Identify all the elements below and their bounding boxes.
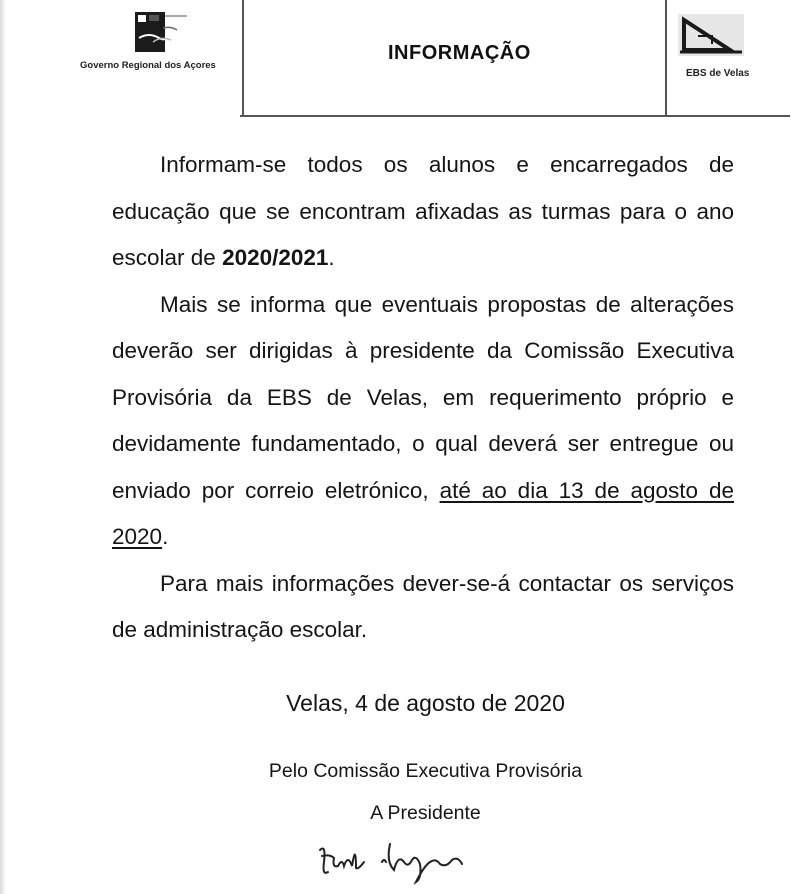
handwritten-signature (312, 832, 492, 892)
paragraph-2-end: . (162, 524, 169, 549)
header-bottom-rule (240, 115, 790, 117)
azores-government-emblem-icon (135, 12, 187, 58)
announcement-body (112, 142, 734, 654)
paragraph-2-text: Mais se informa que eventuais propostas de alterações deverão ser dirigidas à presidente da Comissão Executiva Provisória da EBS de Velas, em requerimento próprio e devidamente fundamentado, o qual deverá ser entregue ou enviado por correio eletrónico, (112, 291, 734, 503)
government-block (80, 0, 260, 110)
paragraph-change-requests (112, 282, 734, 561)
signatory-role: A Presidente (370, 802, 481, 824)
deadline-text: até ao dia 13 de agosto de 2020 (112, 477, 734, 549)
paragraph-more-info (112, 561, 734, 654)
ebs-velas-triangle-logo-icon (678, 14, 744, 56)
school-year: 2020/2021 (222, 245, 329, 270)
header-divider-right (665, 0, 667, 116)
place-and-date: Velas, 4 de agosto de 2020 (286, 690, 565, 716)
paragraph-1-end: . (328, 245, 335, 270)
paragraph-3-text: Para mais informações dever-se-á contactar os serviços de administração escolar. (112, 570, 734, 642)
document-title: INFORMAÇÃO (388, 42, 531, 64)
on-behalf-line: Pelo Comissão Executiva Provisória (268, 760, 583, 782)
document-header (10, 0, 791, 116)
school-name: EBS de Velas (686, 68, 750, 79)
government-name: Governo Regional dos Açores (80, 60, 216, 71)
paragraph-1-text: Informam-se todos os alunos e encarregados de educação que se encontram afixadas as turmas para o ano escolar de (112, 152, 734, 270)
paragraph-class-lists (112, 142, 734, 282)
